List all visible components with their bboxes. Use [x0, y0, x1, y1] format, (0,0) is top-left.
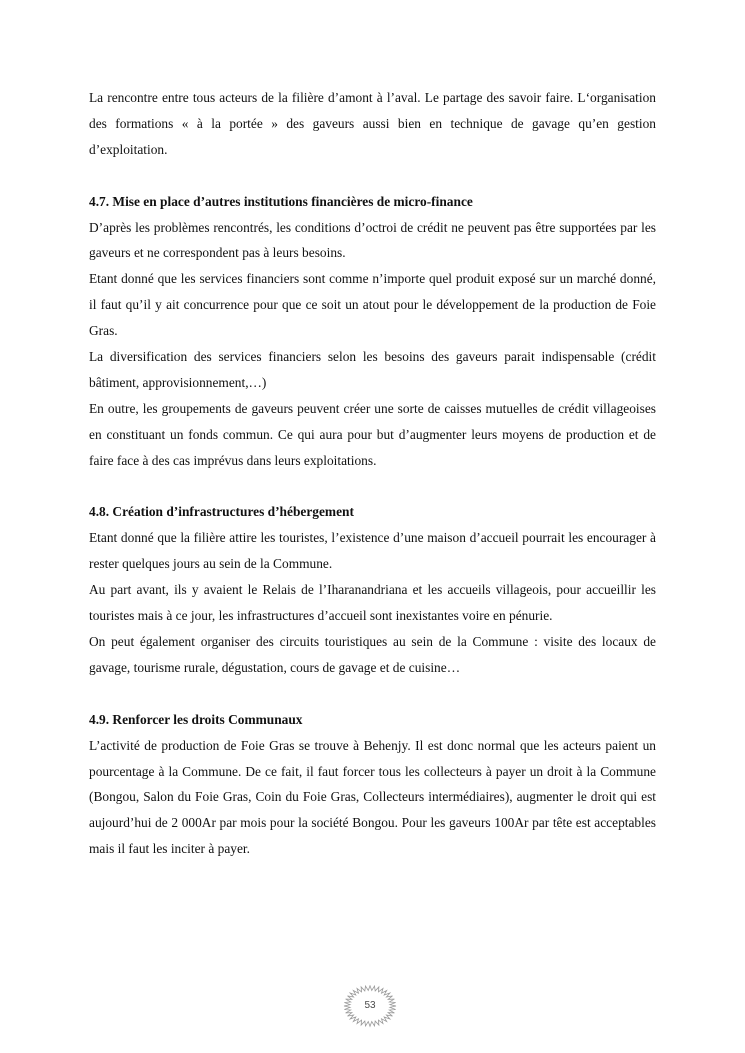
section-4-8 [89, 499, 656, 680]
page-number: 53 [364, 1000, 376, 1011]
page-number-badge [342, 985, 398, 1029]
body-paragraph: L’activité de production de Foie Gras se trouve à Behenjy. Il est donc normal que les acteurs paient un pourcentage à la Commune. De ce fait, il faut forcer tous les collecteurs à payer un droit à la Commune (Bongou, Salon du Foie Gras, Coin du Foie Gras, Collecteurs intermédiaires), augmenter le droit qui est aujourd’hui de 2 000Ar par mois pour la société Bongou. Pour les gaveurs 100Ar par tête est acceptables mais il faut les inciter à payer. [89, 737, 656, 857]
body-paragraph: Etant donné que la filière attire les touristes, l’existence d’une maison d’accueil pourrait les encourager à rester quelques jours au sein de la Commune. [89, 530, 656, 572]
section-spacer [89, 474, 656, 500]
document-body [89, 85, 656, 862]
section-4-7 [89, 189, 656, 474]
section-heading: 4.7. Mise en place d’autres institutions financières de micro-finance [89, 193, 473, 209]
body-paragraph: On peut également organiser des circuits touristiques au sein de la Commune : visite des locaux de gavage, tourisme rurale, dégustation, cours de gavage et de cuisine… [89, 634, 656, 675]
body-paragraph: La diversification des services financiers selon les besoins des gaveurs parait indispensable (crédit bâtiment, approvisionnement,…) [89, 349, 656, 390]
body-paragraph: D’après les problèmes rencontrés, les conditions d’octroi de crédit ne peuvent pas être supportées par les gaveurs et ne correspondent pas à leurs besoins. [89, 219, 656, 261]
body-paragraph: Etant donné que les services financiers sont comme n’importe quel produit exposé sur un marché donné, il faut qu’il y ait concurrence pour que ce soit un atout pour le développement de la production de Foie Gras. [89, 271, 656, 339]
section-spacer [89, 163, 656, 189]
body-paragraph: Au part avant, ils y avaient le Relais de l’Iharanandriana et les accueils villageois, pour accueillir les touristes mais à ce jour, les infrastructures d’accueil sont inexistantes voire en pénurie. [89, 582, 656, 624]
intro-paragraph: La rencontre entre tous acteurs de la filière d’amont à l’aval. Le partage des savoir faire. L‘organisation des formations « à la portée » des gaveurs aussi bien en technique de gavage qu’en gestion d’exploitation. [89, 90, 656, 157]
section-heading: 4.9. Renforcer les droits Communaux [89, 711, 303, 727]
section-heading: 4.8. Création d’infrastructures d’hébergement [89, 504, 354, 520]
body-paragraph: En outre, les groupements de gaveurs peuvent créer une sorte de caisses mutuelles de crédit villageoises en constituant un fonds commun. Ce qui aura pour but d’augmenter leurs moyens de production et de faire face à des cas imprévus dans leurs exploitations. [89, 400, 656, 468]
section-4-9 [89, 707, 656, 862]
section-spacer [89, 681, 656, 707]
